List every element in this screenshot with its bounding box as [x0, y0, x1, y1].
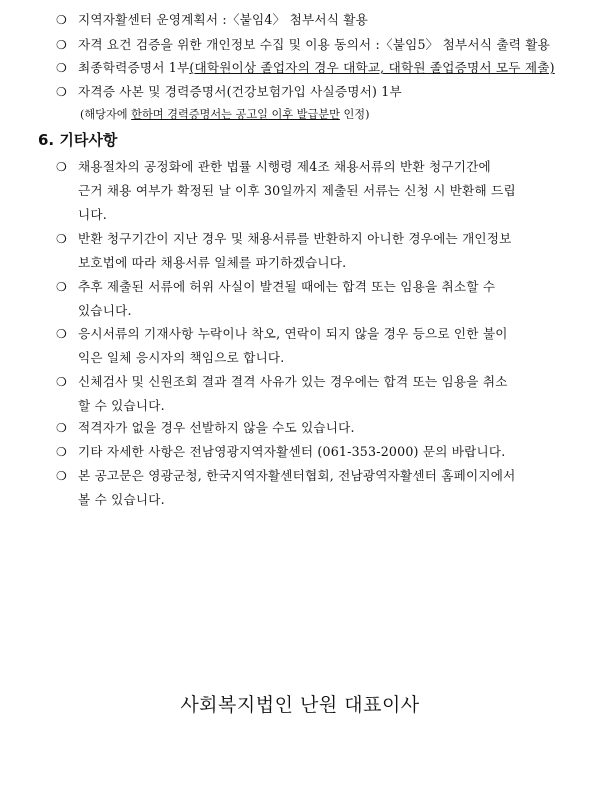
- item-line: 본 공고문은 영광군청, 한국지역자활센터협회, 전남광역자활센터 홈페이지에서: [78, 468, 516, 483]
- certificate-note: [80, 105, 369, 125]
- item-line: 추후 제출된 서류에 허위 사실이 발견될 때에는 합격 또는 임용을 취소할 수: [78, 279, 496, 294]
- item-line: 보호법에 따라 채용서류 일체를 파기하겠습니다.: [78, 255, 347, 270]
- required-doc-text-underlined: (대학원이상 졸업자의 경우 대학교, 대학원 졸업증명서 모두 제출): [189, 60, 555, 75]
- section-item: [56, 322, 556, 370]
- item-line: 익은 일체 응시자의 책임으로 합니다.: [78, 350, 285, 365]
- item-line: 신체검사 및 신원조회 결과 결격 사유가 있는 경우에는 합격 또는 임용을 취소: [78, 374, 508, 389]
- circle-bullet-icon: ❍: [56, 232, 67, 246]
- section-item: [56, 440, 556, 464]
- required-doc-text: 자격증 사본 및 경력증명서(건강보험가입 사실증명서) 1부: [78, 84, 402, 99]
- required-doc-item: [56, 56, 556, 80]
- circle-bullet-icon: ❍: [56, 85, 67, 99]
- item-line: 응시서류의 기재사항 누락이나 착오, 연락이 되지 않을 경우 등으로 인한 불이: [78, 326, 508, 341]
- section-item: [56, 370, 556, 418]
- item-line: 할 수 있습니다.: [78, 398, 165, 413]
- required-doc-text: 지역자활센터 운영계획서 :〈붙임4〉 첨부서식 활용: [78, 12, 369, 27]
- item-line: 볼 수 있습니다.: [78, 492, 165, 507]
- circle-bullet-icon: ❍: [56, 160, 67, 174]
- circle-bullet-icon: ❍: [56, 38, 67, 52]
- section-item: [56, 227, 556, 275]
- item-line: 반환 청구기간이 지난 경우 및 채용서류를 반환하지 아니한 경우에는 개인정보: [78, 231, 512, 246]
- required-doc-item: [56, 8, 556, 32]
- item-line: 채용절차의 공정화에 관한 법률 시행령 제4조 채용서류의 반환 청구기간에: [78, 159, 491, 174]
- circle-bullet-icon: ❍: [56, 280, 67, 294]
- issuer-signature: 사회복지법인 난원 대표이사: [180, 694, 420, 716]
- note-underlined: 한하며 경력증명서는 공고일 이후 발급분만: [131, 108, 340, 121]
- note-post: 인정): [339, 108, 370, 121]
- circle-bullet-icon: ❍: [56, 421, 67, 435]
- required-doc-text: [56, 56, 556, 80]
- item-line: 있습니다.: [78, 303, 132, 318]
- item-line: 기타 자세한 사항은 전남영광지역자활센터 (061-353-2000) 문의 바랍니다.: [78, 444, 506, 459]
- required-doc-item: [56, 80, 556, 104]
- required-doc-item: [56, 33, 556, 57]
- required-doc-text: 자격 요건 검증을 위한 개인정보 수집 및 이용 동의서 :〈붙임5〉 첨부서식 출력 활용: [78, 37, 551, 52]
- required-doc-text-main: 최종학력증명서 1부: [78, 60, 190, 75]
- item-line: 니다.: [78, 207, 107, 222]
- circle-bullet-icon: ❍: [56, 469, 67, 483]
- circle-bullet-icon: ❍: [56, 327, 67, 341]
- item-line: 근거 채용 여부가 확정된 날 이후 30일까지 제출된 서류는 신청 시 반환해 드립: [78, 183, 516, 198]
- section-item: [56, 275, 556, 323]
- circle-bullet-icon: ❍: [56, 61, 67, 75]
- circle-bullet-icon: ❍: [56, 445, 67, 459]
- section-title: 6. 기타사항: [38, 131, 118, 149]
- item-line: 적격자가 없을 경우 선발하지 않을 수도 있습니다.: [78, 420, 355, 435]
- section-item: [56, 155, 556, 227]
- circle-bullet-icon: ❍: [56, 13, 67, 27]
- section-item: [56, 416, 556, 440]
- circle-bullet-icon: ❍: [56, 375, 67, 389]
- section-item: [56, 464, 556, 512]
- note-pre: (해당자에: [80, 108, 132, 121]
